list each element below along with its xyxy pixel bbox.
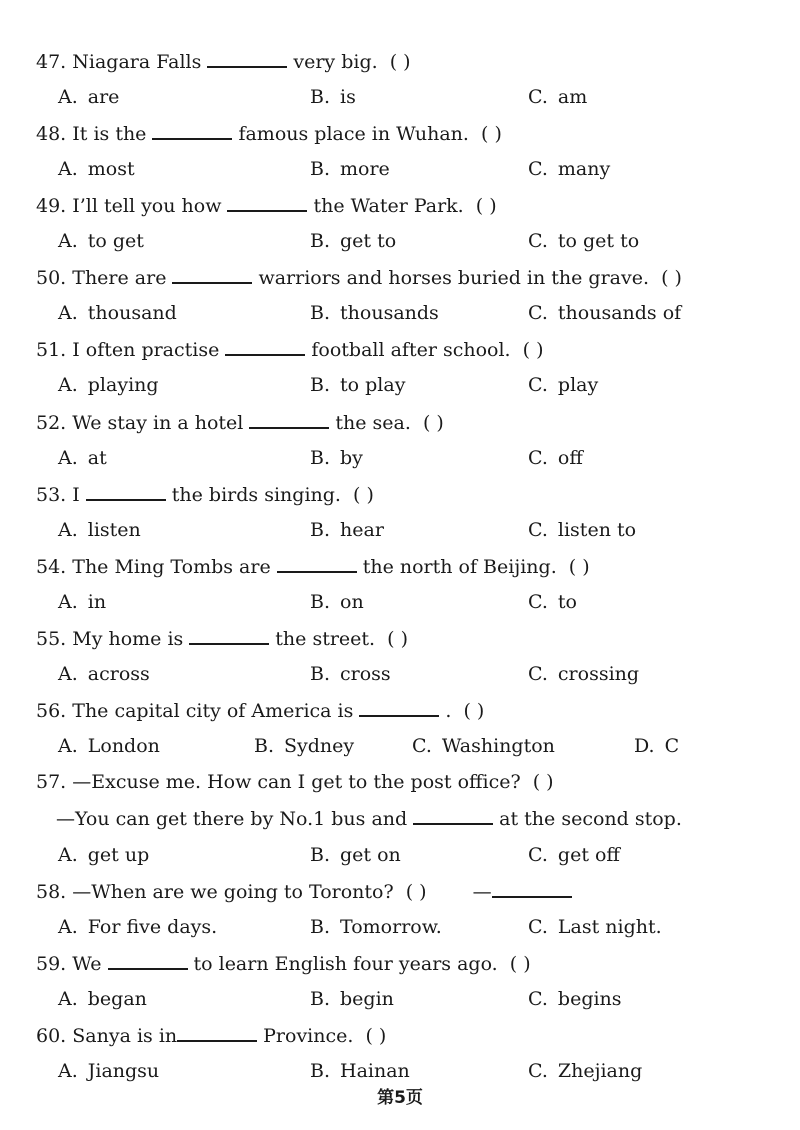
option-b: B. get on	[310, 844, 401, 866]
question-text: We	[72, 953, 102, 975]
option-a: A. playing	[58, 374, 159, 396]
option-b: B. begin	[310, 988, 394, 1010]
option-b: B. to play	[310, 374, 406, 396]
question-text: The Ming Tombs are	[72, 556, 271, 578]
question-number: 55.	[36, 628, 67, 650]
answer-blank	[86, 481, 166, 501]
question-text: —You can get there by No.1 bus and	[56, 808, 408, 830]
question-text: the birds singing.	[171, 484, 341, 506]
question-number: 57.	[36, 771, 67, 793]
options-56	[58, 733, 780, 759]
option-a: A. most	[58, 158, 135, 180]
answer-blank	[172, 264, 252, 284]
question-number: 53.	[36, 484, 67, 506]
option-c: C. many	[528, 158, 611, 180]
answer-parentheses: ( )	[389, 51, 411, 73]
option-b: B. Hainan	[310, 1060, 410, 1082]
question-57-reply	[56, 805, 780, 832]
option-b: B. get to	[310, 230, 397, 252]
option-c: C. to	[528, 591, 577, 613]
option-b: B. thousands	[310, 302, 439, 324]
option-c: C. thousands of	[528, 302, 682, 324]
answer-parentheses: ( )	[405, 881, 427, 903]
question-53	[36, 481, 780, 508]
options-53	[58, 517, 780, 543]
question-number: 60.	[36, 1025, 67, 1047]
question-49	[36, 192, 780, 219]
question-number: 52.	[36, 412, 67, 434]
option-c: C. Zhejiang	[528, 1060, 643, 1082]
question-text: There are	[72, 267, 167, 289]
answer-blank	[207, 48, 287, 68]
option-a: A. thousand	[58, 302, 177, 324]
answer-blank	[227, 192, 307, 212]
option-a: A. began	[58, 988, 147, 1010]
option-b: B. more	[310, 158, 390, 180]
question-text: the north of Beijing.	[362, 556, 557, 578]
option-a: A. at	[58, 447, 107, 469]
question-number: 50.	[36, 267, 67, 289]
answer-parentheses: ( )	[522, 339, 544, 361]
question-text: —Excuse me. How can I get to the post office?	[72, 771, 521, 793]
answer-blank	[277, 553, 357, 573]
question-text: warriors and horses buried in the grave.	[258, 267, 650, 289]
answer-blank	[225, 336, 305, 356]
options-51	[58, 372, 780, 398]
answer-parentheses: ( )	[509, 953, 531, 975]
option-a: A. across	[58, 663, 150, 685]
option-c: C. begins	[528, 988, 622, 1010]
question-51	[36, 336, 780, 363]
question-58	[36, 878, 780, 905]
answer-parentheses: ( )	[481, 123, 502, 145]
question-text: the sea.	[335, 412, 411, 434]
options-54	[58, 589, 780, 615]
answer-parentheses: ( )	[365, 1025, 387, 1047]
question-52	[36, 409, 780, 436]
option-b: B. by	[310, 447, 363, 469]
option-c: C. listen to	[528, 519, 637, 541]
question-number: 59.	[36, 953, 67, 975]
answer-blank	[359, 697, 439, 717]
option-c: C. Washington	[412, 735, 555, 757]
answer-parentheses: ( )	[422, 412, 444, 434]
page-number: 第5页	[377, 1088, 423, 1108]
question-text: football after school.	[311, 339, 511, 361]
option-c: C. Last night.	[528, 916, 662, 938]
options-60	[58, 1058, 780, 1084]
option-c: C. off	[528, 447, 583, 469]
question-54	[36, 553, 780, 580]
question-55	[36, 625, 780, 652]
option-a: A. For five days.	[58, 916, 218, 938]
question-number: 58.	[36, 881, 67, 903]
question-text: I’ll tell you how	[72, 195, 222, 217]
question-text: The capital city of America is	[72, 700, 354, 722]
options-47	[58, 84, 780, 110]
option-c: C. get off	[528, 844, 620, 866]
answer-parentheses: ( )	[532, 771, 554, 793]
question-text: —When are we going to Toronto?	[72, 881, 394, 903]
options-52	[58, 445, 780, 471]
question-50	[36, 264, 780, 291]
options-58	[58, 914, 780, 940]
question-text: the Water Park.	[313, 195, 464, 217]
answer-blank	[152, 120, 232, 140]
answer-parentheses: ( )	[475, 195, 497, 217]
question-47	[36, 48, 780, 75]
option-c: C. to get to	[528, 230, 640, 252]
answer-parentheses: ( )	[463, 700, 485, 722]
question-number: 48.	[36, 123, 67, 145]
answer-parentheses: ( )	[387, 628, 409, 650]
answer-blank	[189, 625, 269, 645]
question-text: I	[72, 484, 80, 506]
question-text: Niagara Falls	[72, 51, 202, 73]
option-a: A. Jiangsu	[58, 1060, 160, 1082]
answer-parentheses: ( )	[568, 556, 590, 578]
question-text: to learn English four years ago.	[193, 953, 498, 975]
option-c: C. crossing	[528, 663, 640, 685]
option-c: C. am	[528, 86, 588, 108]
option-b: B. Sydney	[254, 735, 355, 757]
question-text: I often practise	[72, 339, 220, 361]
question-text: Sanya is in	[72, 1025, 178, 1047]
options-55	[58, 661, 780, 687]
option-a: A. get up	[58, 844, 150, 866]
option-a: A. listen	[58, 519, 141, 541]
question-number: 54.	[36, 556, 67, 578]
question-48	[36, 120, 780, 147]
answer-blank	[249, 409, 329, 429]
option-b: B. is	[310, 86, 356, 108]
option-a: A. are	[58, 86, 120, 108]
question-text: My home is	[72, 628, 184, 650]
question-60	[36, 1022, 780, 1049]
options-48	[58, 156, 780, 182]
option-a: A. London	[58, 735, 160, 757]
question-number: 56.	[36, 700, 67, 722]
question-text: We stay in a hotel	[72, 412, 244, 434]
question-text: the street.	[275, 628, 376, 650]
question-number: 49.	[36, 195, 67, 217]
options-59	[58, 986, 780, 1012]
question-57	[36, 769, 780, 795]
option-a: A. in	[58, 591, 107, 613]
option-b: B. cross	[310, 663, 391, 685]
question-text: .	[445, 700, 452, 722]
question-text: Province.	[263, 1025, 354, 1047]
option-b: B. hear	[310, 519, 384, 541]
options-57	[58, 842, 780, 868]
answer-blank	[177, 1022, 257, 1042]
answer-blank	[108, 950, 188, 970]
question-text: famous place in Wuhan.	[238, 123, 469, 145]
question-number: 47.	[36, 51, 67, 73]
reply-dash: —	[472, 881, 492, 903]
answer-parentheses: ( )	[353, 484, 374, 506]
question-59	[36, 950, 780, 977]
answer-parentheses: ( )	[661, 267, 682, 289]
question-text: very big.	[293, 51, 378, 73]
options-50	[58, 300, 780, 326]
option-b: B. Tomorrow.	[310, 916, 442, 938]
option-c: C. play	[528, 374, 599, 396]
question-number: 51.	[36, 339, 67, 361]
answer-blank	[492, 878, 572, 898]
option-a: A. to get	[58, 230, 144, 252]
answer-blank	[413, 805, 493, 825]
question-text: It is the	[72, 123, 147, 145]
option-d: D. C	[634, 735, 680, 757]
options-49	[58, 228, 780, 254]
question-text: at the second stop.	[499, 808, 682, 830]
question-56	[36, 697, 780, 724]
option-b: B. on	[310, 591, 364, 613]
